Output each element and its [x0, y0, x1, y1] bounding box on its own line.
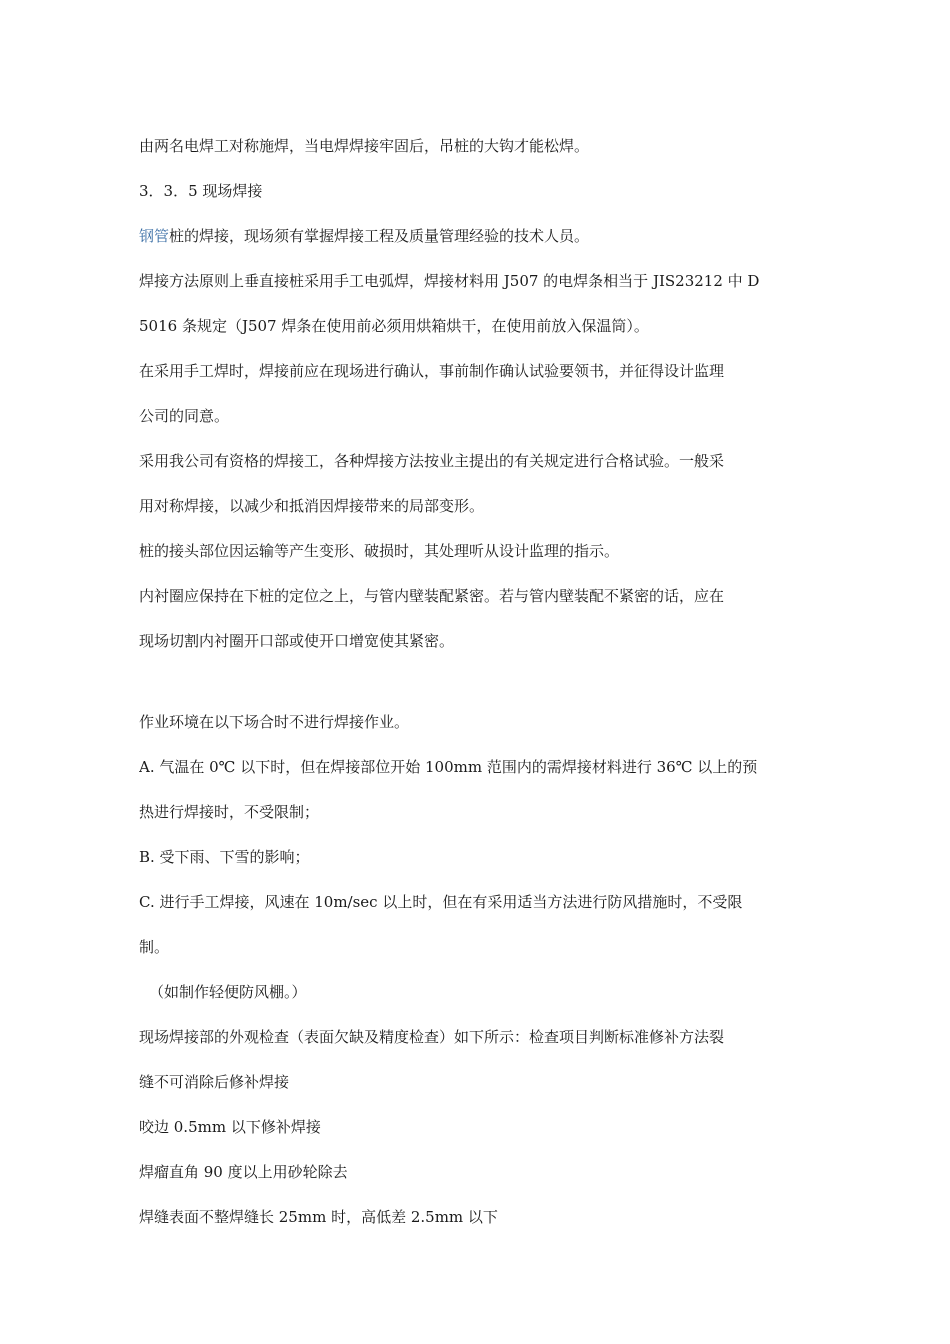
paragraph-line: 作业环境在以下场合时不进行焊接作业。 [139, 713, 410, 731]
section-heading: 3．3．5 现场焊接 [139, 182, 263, 200]
list-item-b: B. 受下雨、下雪的影响； [139, 848, 310, 866]
steel-pipe-link[interactable]: 钢管 [139, 227, 170, 245]
paragraph-line: 焊接方法原则上垂直接桩采用手工电弧焊，焊接材料用 J507 的电焊条相当于 JIS23212 中 D [139, 272, 760, 290]
paragraph-line: 公司的同意。 [139, 407, 230, 425]
paragraph-line: 咬边 0.5mm 以下修补焊接 [139, 1118, 321, 1136]
note-line: （如制作轻便防风棚。） [149, 983, 307, 1001]
list-item-c: C. 进行手工焊接，风速在 10m/sec 以上时，但在有采用适当方法进行防风措施时，不受限 [139, 893, 743, 911]
document-body [139, 124, 807, 1240]
paragraph-line [139, 214, 807, 259]
paragraph-line: 缝不可消除后修补焊接 [139, 1073, 290, 1091]
blank-spacer [139, 664, 807, 700]
paragraph-line: 5016 条规定（J507 焊条在使用前必须用烘箱烘干，在使用前放入保温筒）。 [139, 317, 649, 335]
paragraph-line: 焊瘤直角 90 度以上用砂轮除去 [139, 1163, 348, 1181]
paragraph-line: 内衬圈应保持在下桩的定位之上，与管内壁装配紧密。若与管内壁装配不紧密的话，应在 [139, 587, 725, 605]
list-item-a: A. 气温在 0℃ 以下时，但在焊接部位开始 100mm 范围内的需焊接材料进行 36℃ 以上的预 [139, 758, 758, 776]
paragraph-line: 采用我公司有资格的焊接工，各种焊接方法按业主提出的有关规定进行合格试验。一般采 [139, 452, 725, 470]
paragraph-line: 焊缝表面不整焊缝长 25mm 时，高低差 2.5mm 以下 [139, 1208, 498, 1226]
list-item-c-continued: 制。 [139, 938, 170, 956]
paragraph-line: 现场焊接部的外观检查（表面欠缺及精度检查）如下所示：检查项目判断标准修补方法裂 [139, 1028, 725, 1046]
paragraph-line: 在采用手工焊时，焊接前应在现场进行确认，事前制作确认试验要领书，并征得设计监理 [139, 362, 725, 380]
paragraph-line: 用对称焊接，以减少和抵消因焊接带来的局部变形。 [139, 497, 485, 515]
paragraph-text: 桩的焊接，现场须有掌握焊接工程及质量管理经验的技术人员。 [169, 227, 590, 245]
paragraph-line: 桩的接头部位因运输等产生变形、破损时，其处理听从设计监理的指示。 [139, 542, 620, 560]
paragraph-line: 由两名电焊工对称施焊，当电焊焊接牢固后，吊桩的大钩才能松焊。 [139, 137, 590, 155]
paragraph-line: 现场切割内衬圈开口部或使开口增宽使其紧密。 [139, 632, 455, 650]
list-item-a-continued: 热进行焊接时，不受限制； [139, 803, 320, 821]
